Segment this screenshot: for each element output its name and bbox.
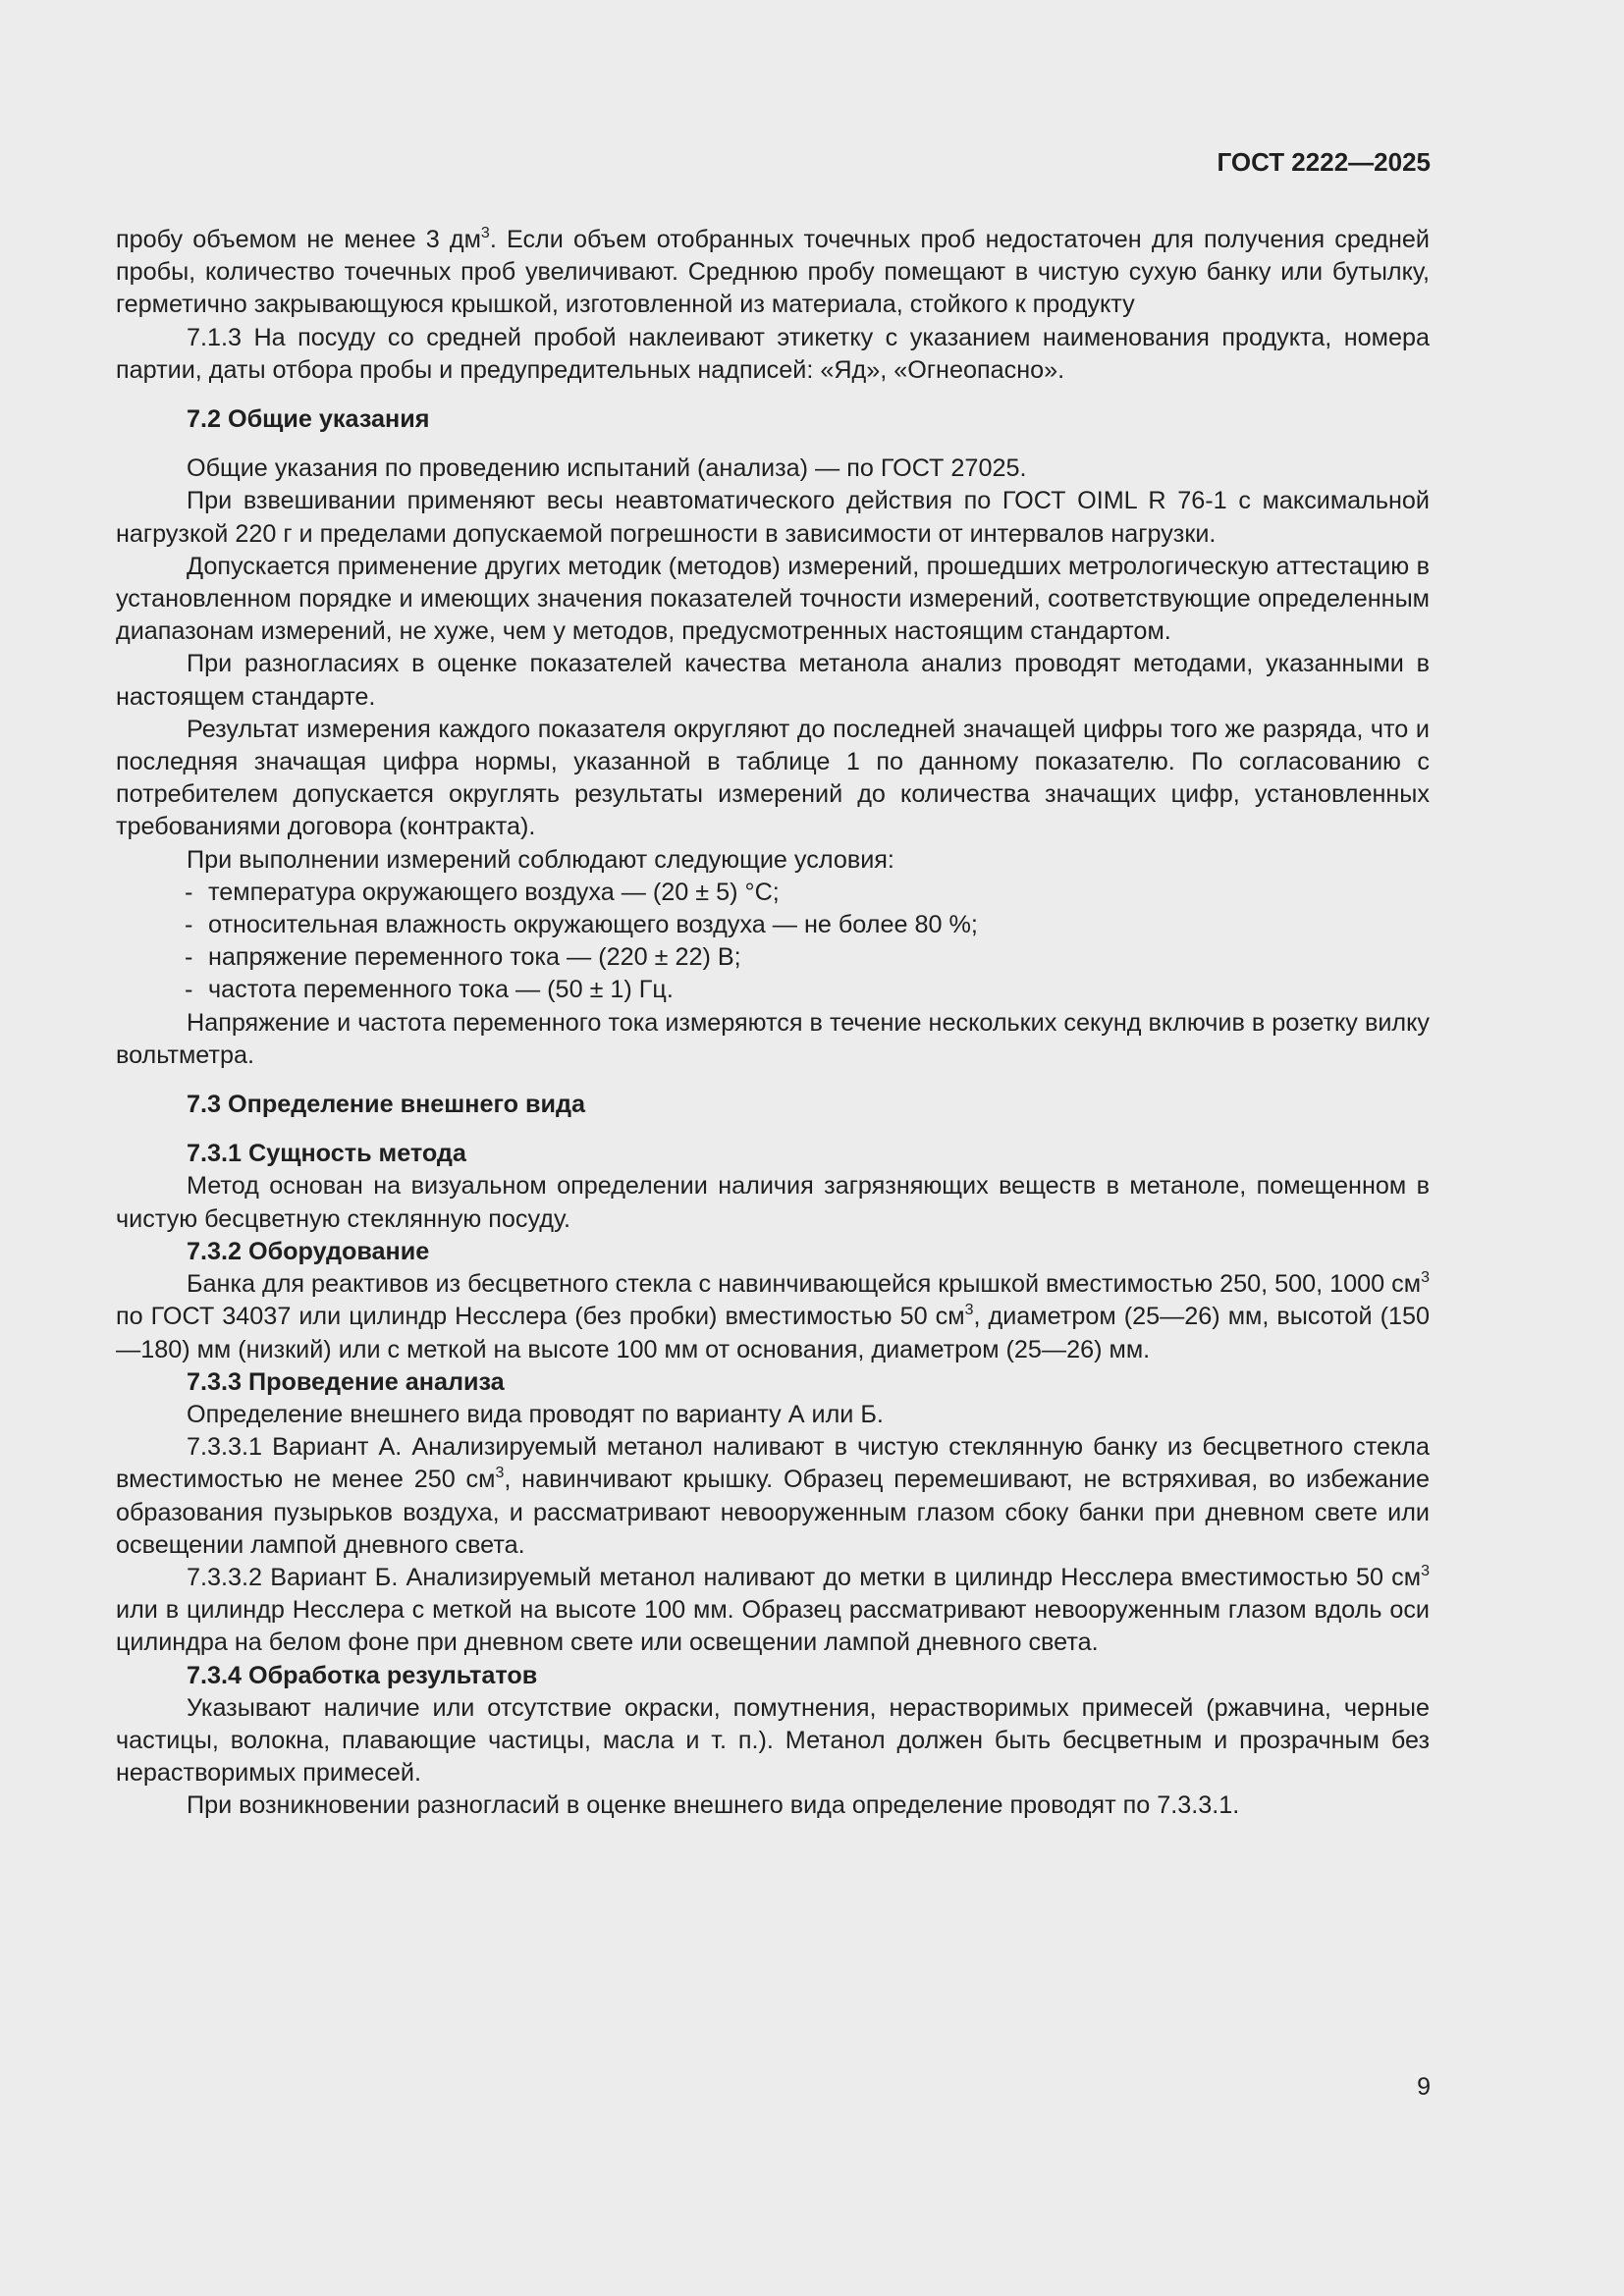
text: пробу объемом не менее 3 дм bbox=[116, 226, 481, 253]
superscript: 3 bbox=[964, 1302, 974, 1319]
list-item-text: температура окружающего воздуха — (20 ± 5) °C; bbox=[208, 878, 780, 906]
paragraph: Результат измерения каждого показателя округляют до последней значащей цифры того же разряда, что и последняя значащая цифра нормы, указанной в таблице 1 по данному показателю. По согласованию с потребителем допускается округлять результаты измерений до количества значащих цифр, установленных требованиями договора (контракта). bbox=[116, 715, 1430, 841]
page-number: 9 bbox=[1417, 2073, 1431, 2101]
paragraph: При выполнении измерений соблюдают следующие условия: bbox=[187, 845, 894, 874]
list-item bbox=[185, 909, 1430, 941]
text: , диаметром (25—26) мм, высотой (150—180) мм (низкий) или с меткой на высоте 100 мм от основания, диаметром (25—26) мм. bbox=[116, 1303, 1430, 1363]
text: или в цилиндр Несслера с меткой на высоте 100 мм. Образец рассматривают невооруженным глазом вдоль оси цилиндра на белом фоне при дневном свете или освещении лампой дневного света. bbox=[116, 1596, 1430, 1657]
dash-marker: - bbox=[185, 878, 193, 906]
paragraph: Метод основан на визуальном определении наличия загрязняющих веществ в метаноле, помещенном в чистую бесцветную стеклянную посуду. bbox=[116, 1172, 1430, 1233]
section-heading-7-3: 7.3 Определение внешнего вида bbox=[187, 1091, 586, 1119]
text: , навинчивают крышку. Образец перемешивают, не встряхивая, во избежание образования пузырьков воздуха, и рассматривают невооруженным глазом сбоку банки при дневном свете или освещении лампой дневного света. bbox=[116, 1466, 1430, 1559]
paragraph bbox=[116, 1431, 1430, 1562]
paragraph: При разногласиях в оценке показателей качества метанола анализ проводят методами, указанными в настоящем стандарте. bbox=[116, 650, 1430, 711]
paragraph: При взвешивании применяют весы неавтоматического действия по ГОСТ OIML R 76-1 с максимальной нагрузкой 220 г и пределами допускаемой погрешности в зависимости от интервалов нагрузки. bbox=[116, 487, 1430, 548]
text: . Если объем отобранных точечных проб недостаточен для получения средней пробы, количество точечных проб увеличивают. Среднюю пробу помещают в чистую сухую банку или бутылку, герметично закрывающуюся крышкой, изготовленной из материала, стойкого к продукту bbox=[116, 226, 1430, 319]
list-item-text: относительная влажность окружающего воздуха — не более 80 %; bbox=[208, 911, 978, 939]
document-body bbox=[116, 224, 1430, 1823]
paragraph: Определение внешнего вида проводят по варианту А или Б. bbox=[187, 1400, 884, 1428]
subsection-heading-7-3-1: 7.3.1 Сущность метода bbox=[187, 1140, 466, 1168]
text: 7.3.3.2 Вариант Б. Анализируемый метанол наливают до метки в цилиндр Несслера вместимостью 50 см bbox=[187, 1563, 1422, 1591]
dash-marker: - bbox=[185, 943, 193, 972]
dash-marker: - bbox=[185, 911, 193, 939]
paragraph: При возникновении разногласий в оценке внешнего вида определение проводят по 7.3.3.1. bbox=[187, 1791, 1240, 1820]
subsection-heading-7-3-2: 7.3.2 Оборудование bbox=[187, 1237, 430, 1265]
superscript: 3 bbox=[1421, 1562, 1430, 1579]
list-item-text: напряжение переменного тока — (220 ± 22) В; bbox=[208, 943, 741, 972]
list-item bbox=[185, 941, 1430, 974]
list-item bbox=[185, 974, 1430, 1006]
list-item-text: частота переменного тока — (50 ± 1) Гц. bbox=[208, 976, 674, 1004]
paragraph bbox=[116, 1268, 1430, 1366]
text: 7.3.3.1 Вариант А. Анализируемый метанол наливают в чистую стеклянную банку из бесцветного стекла вместимостью не менее 250 см bbox=[116, 1433, 1430, 1494]
list-item bbox=[185, 877, 1430, 909]
document-code: ГОСТ 2222—2025 bbox=[1217, 147, 1431, 177]
text: Банка для реактивов из бесцветного стекла с навинчивающейся крышкой вместимостью 250, 500, 1000 см bbox=[187, 1270, 1422, 1299]
text: по ГОСТ 34037 или цилиндр Несслера (без пробки) вместимостью 50 см bbox=[116, 1303, 965, 1331]
dash-marker: - bbox=[185, 976, 193, 1004]
superscript: 3 bbox=[480, 225, 490, 241]
paragraph: Общие указания по проведению испытаний (анализа) — по ГОСТ 27025. bbox=[187, 454, 1027, 483]
paragraph: Допускается применение других методик (методов) измерений, прошедших метрологическую аттестацию в установленном порядке и имеющих значения показателей точности измерений, соответствующие определенным диапазонам измерений, не хуже, чем у методов, предусмотренных настоящим стандартом. bbox=[116, 552, 1430, 646]
superscript: 3 bbox=[1421, 1269, 1430, 1287]
superscript: 3 bbox=[495, 1465, 505, 1482]
subsection-heading-7-3-3: 7.3.3 Проведение анализа bbox=[187, 1367, 505, 1396]
paragraph-7-1-3: 7.1.3 На посуду со средней пробой наклеивают этикетку с указанием наименования продукта, номера партии, даты отбора пробы и предупредительных надписей: «Яд», «Огнеопасно». bbox=[116, 323, 1430, 384]
paragraph: Указывают наличие или отсутствие окраски, помутнения, нерастворимых примесей (ржавчина, черные частицы, волокна, плавающие частицы, масла и т. п.). Метанол должен быть бесцветным и прозрачным без нерастворимых примесей. bbox=[116, 1693, 1430, 1788]
paragraph: Напряжение и частота переменного тока измеряются в течение нескольких секунд включив в розетку вилку вольтметра. bbox=[116, 1008, 1430, 1069]
section-heading-7-2: 7.2 Общие указания bbox=[187, 405, 430, 434]
paragraph-intro bbox=[116, 224, 1430, 322]
paragraph bbox=[116, 1562, 1430, 1660]
subsection-heading-7-3-4: 7.3.4 Обработка результатов bbox=[187, 1661, 538, 1689]
